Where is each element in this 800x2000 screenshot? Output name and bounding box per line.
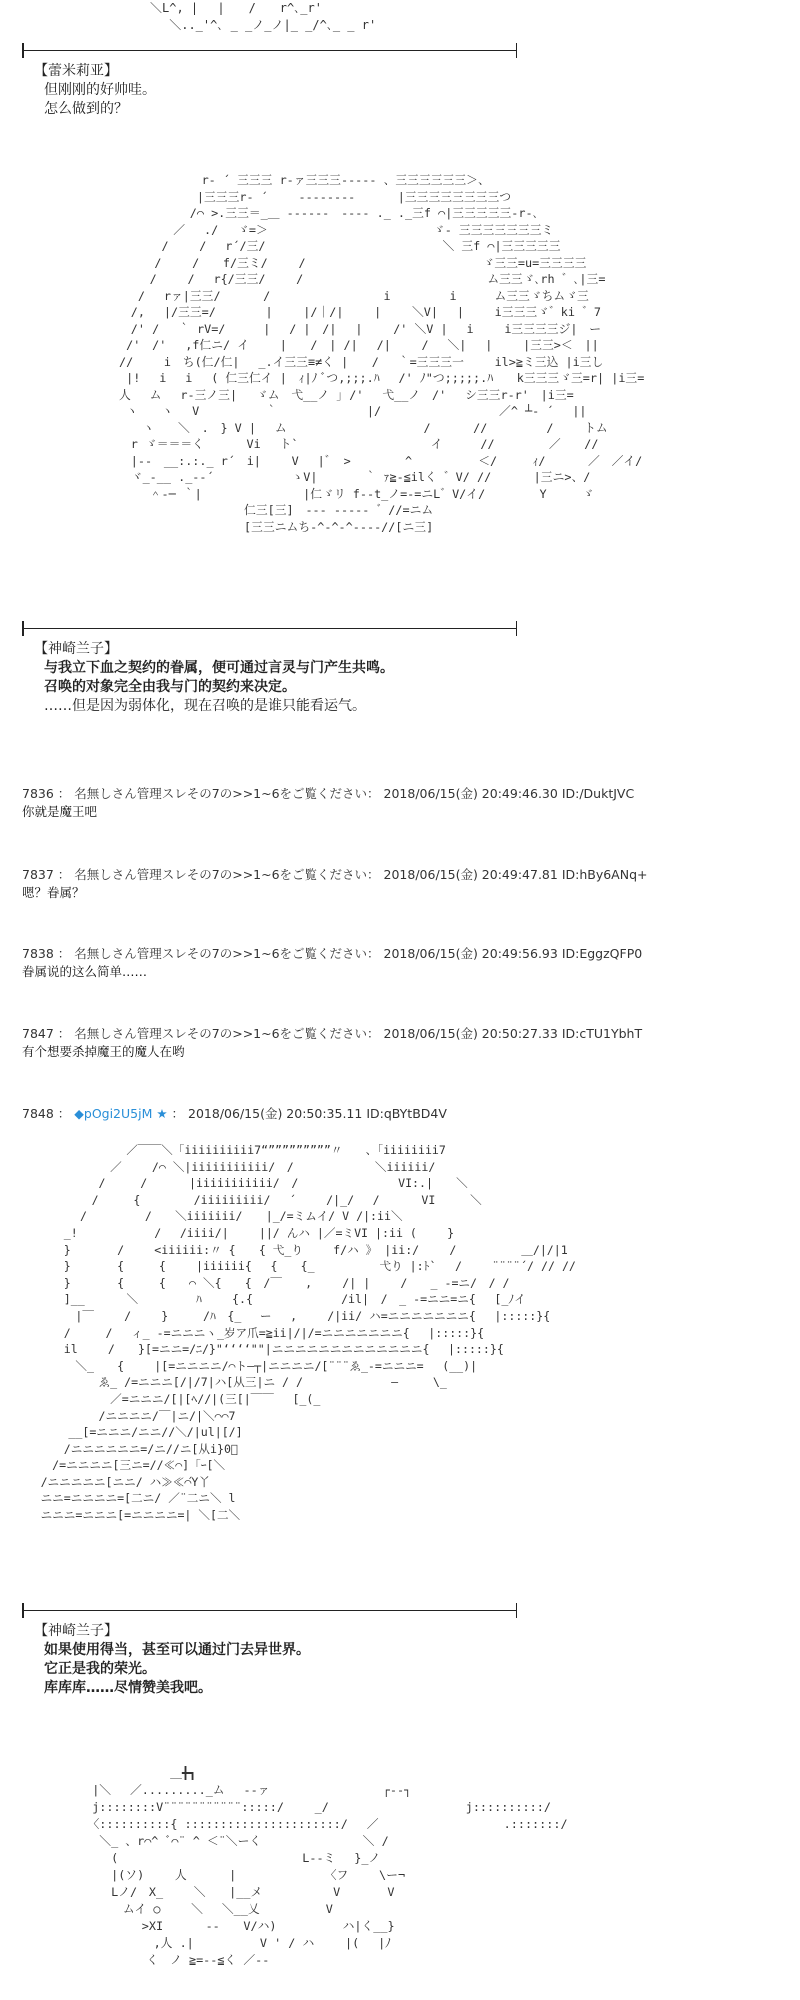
speech-line: ……但是因为弱体化，现在召唤的是谁只能看运气。 xyxy=(44,698,366,714)
post-header: 7837 ： 名無しさん管理スレその7の>>1~6をご覧ください： 2018/06/15(金) 20:49:47.81 ID:hBy6ANq+ xyxy=(22,867,648,882)
tripcode-link[interactable]: ◆pOgi2U5jM xyxy=(74,1106,153,1121)
speech-remilia xyxy=(30,62,156,119)
speaker-name: 【神崎兰子】 xyxy=(34,641,118,657)
separator xyxy=(22,628,517,629)
post-body: 有个想要杀掉魔王的魔人在哟 xyxy=(22,1044,185,1059)
post-header: 7836 ： 名無しさん管理スレその7の>>1~6をご覧ください： 2018/06/15(金) 20:49:46.30 ID:/DuktJVC xyxy=(22,786,635,801)
separator xyxy=(22,50,517,51)
speech-line: 如果使用得当，甚至可以通过门去异世界。 xyxy=(44,1642,310,1658)
speech-line: 但刚刚的好帅哇。 xyxy=(44,82,156,98)
star-icon: ★ xyxy=(156,1106,168,1121)
speaker-name: 【神崎兰子】 xyxy=(34,1623,118,1639)
post-header: 7838 ： 名無しさん管理スレその7の>>1~6をご覧ください： 2018/06/15(金) 20:49:56.93 ID:EggzQFP0 xyxy=(22,946,643,961)
ascii-art-ranko-1: r‐ ´ 三三三 r‐ァ三三三‐‐‐‐‐ 、三三三三三三＞、 |三三三r‐ ´ ‐‐‐‐‐‐‐‐ |三三三三三三三三つ /⌒ >.三三＝_＿ -‐‐‐‐‐ ‐‐‐‐ ._ ._三f ⌒|三三三三三‐r‐､ ／ ./ ゞ=＞ ゞ- 三三三三三三三ミ / / r´/三/ ＼ 三f ⌒|三三三三三 / / f/三ミ/ / ゞ三三=u=三三三三 / / r{/三三/ / ム三三ゞ､rh ゛､|三= / rァ|三三/ / i i ム三三ゞちムゞ三 /, |/三三=/ | |/｜/| | ＼V| | i三三三ゞ゛ki ゛7 /' / ｀ rV=/ | / | /| | /' ＼V | i i三三三三ジ| ー /' /' ,f仁ニ/ イ | / | /| /| / ＼| | |三三>＜ || // i ち(仁/仁| _.イ三三≡≠く | / ｀=三三三一 il>≧ミ三込 |i三し |! i i ( 仁三仁イ | ｨ|ﾉ ﾞつ,;;;.ﾊ /' ﾉ"つ;;;;;.ﾊ k三三三ゞ三=r| |i三= 人 ム r-三ノ三| ゞム 弋__ノ ｣ /' 弋__ノ /' シ三三r‐r' |i三= ヽ ヽ V ｀ |/ ／^ ┴‐ ´ || ヽ ＼ . } V | ム / // / トム r ゞ＝＝＝く Vi ト` イ // ／ // |‐‐ __:.:._ r´ i| V |゛ > ^ ＜/ ｨ/ ／ ／イ/ ヾ_-__ ._-‐´ ゝV| ｀ ｧ≧-≦ilく ゛V/ // |三ニ>、/ ＾‐─ ｀| |仁ゞリ f‐‐t_ノ=-=ニL゛V/イ/ Y ゞ 仁三[三] ‐‐‐ -‐‐‐- ゛//=ニム [三三ニムち‐^‐^‐^‐‐‐‐//[ニ三] xyxy=(118,173,645,534)
forum-post xyxy=(22,1025,642,1061)
speech-line: 库库库……尽情赞美我吧。 xyxy=(44,1680,212,1696)
speech-ranko-1 xyxy=(30,640,394,716)
forum-post xyxy=(22,945,642,981)
post-body: 嗯？眷属？ xyxy=(22,885,85,900)
ascii-art-ranko-2: ／￣￣＼「iiiiiiiiii7“”””””””””〃 、「iiiiiiii7 ／ /⌒ ＼|iiiiiiiiiii/ / ＼iiiiii/ / / |iiiiiiiiiii/ / VI:.| ＼ / { /iiiiiiiii/ ´ /|_/ / VI ＼ / / ＼iiiiiii/ |_/=ミムイ/ V /|:ii＼ _! / /iiii/| ||/ んハ |／=ミVI |:ii ( } } / <iiiiii:〃 { { 弋_り f/ハ 》 |ii:/ / ＿/|/|1 } { { |iiiiii{ { {_ 弋り |:ﾄ` / ¨¨¨¨´/ // // } { { ⌒ ＼{ { /￣ , /| | / _ -=ニ/ / / ]__ ＼ ﾊ {.{ /il| / _ -=ニニ=ニ{ [_ﾉイ |￣ / } /ﾊ {_ ー , /|ii/ ハ=ニニニニニニニ{ |:::::}{ / / ィ_ -=ニニニヽ_岁ア爪=≧ii|/|/=ニニニニニニニ{ |:::::}{ il / }[=ニニ=/ﾆ/}"‘‘‘‘""|ニニニニニニニニニニニニニ{ |:::::}{ ＼_ { |[=ニニニニ/⌒ト―┬|ニニニニ/[¨¨¨ゑ_-=ニニニ= (__)| ゑ_ /=ニニニ[/|/7|ハ[从三|ニ / / ― \_ ／=ニニニ/[|[ﾍ//|(三[|￣￣ [_(_ /ニニニニ/￣|ニ/|＼⌒⌒7 __[=ニニニ/ニニ//＼/|ul|[/] /ニニニニニニ=/ニ//ニ[从i}0ﾞ /=ニニニニ[三ニ=//≪⌒]「ｰ[＼ /ニニニニニ[ニニ/ ハ≫≪⌒Ύ丫 ニニ=ニニニニ=[二ニ/ ／¨二ニ＼ l ニニニ=ニニニ[=ニニニニ=| ＼[二＼ xyxy=(40,1143,576,1523)
post-body: 你就是魔王吧 xyxy=(22,804,98,819)
speech-ranko-2 xyxy=(30,1622,310,1698)
forum-post xyxy=(22,785,634,821)
post-body: 眷属说的这么简单…… xyxy=(22,964,148,979)
speech-line: 怎么做到的？ xyxy=(44,101,128,117)
ascii-art-top: ＼L^, | | / r^､_r' ＼.._'^､ _ _ノ_ノ|_ _/^､_ _ r' xyxy=(150,1,377,32)
post-header: 7847 ： 名無しさん管理スレその7の>>1~6をご覧ください： 2018/06/15(金) 20:50:27.33 ID:cTU1YbhT xyxy=(22,1026,643,1041)
speaker-name: 【蕾米莉亚】 xyxy=(34,63,118,79)
post-header: 7848 ： ◆pOgi2U5jM ★ ： 2018/06/15(金) 20:50:35.11 ID:qBYtBD4V xyxy=(22,1106,447,1121)
separator xyxy=(22,1610,517,1611)
speech-line: 召唤的对象完全由我与门的契约来决定。 xyxy=(44,679,296,695)
forum-post xyxy=(22,866,648,902)
ascii-art-bottom: ＿╋┓ |＼ ／........._ム -‐ァ ┌‐‐┐ j::::::::V¨¨¨¨¨¨¨¨¨¨¨:::::/ _/ j::::::::::/ 〈::::::::::{ ::::::::::::::::::::::/ ／ .:::::::/ ＼_ 、r⌒^ ﾞ⌒¨ ^ ＜¨＼ーく ＼ / ( L‐‐ミ }_ノ |(ソ) 人 | 〈フ \ー¬ Lノ/ X_ ＼ |__メ V V ムイ ○ ＼ ＼__乂 V >XI ‐‐ V/ハ) ハ|く__} ,人 .| V ' / ハ |( |ﾉ く ノ ≧=‐‐≦く ／‐‐ xyxy=(87,1766,568,1967)
speech-line: 与我立下血之契约的眷属，便可通过言灵与门产生共鸣。 xyxy=(44,660,394,676)
speech-line: 它正是我的荣光。 xyxy=(44,1661,156,1677)
op-post-header xyxy=(22,1105,447,1123)
